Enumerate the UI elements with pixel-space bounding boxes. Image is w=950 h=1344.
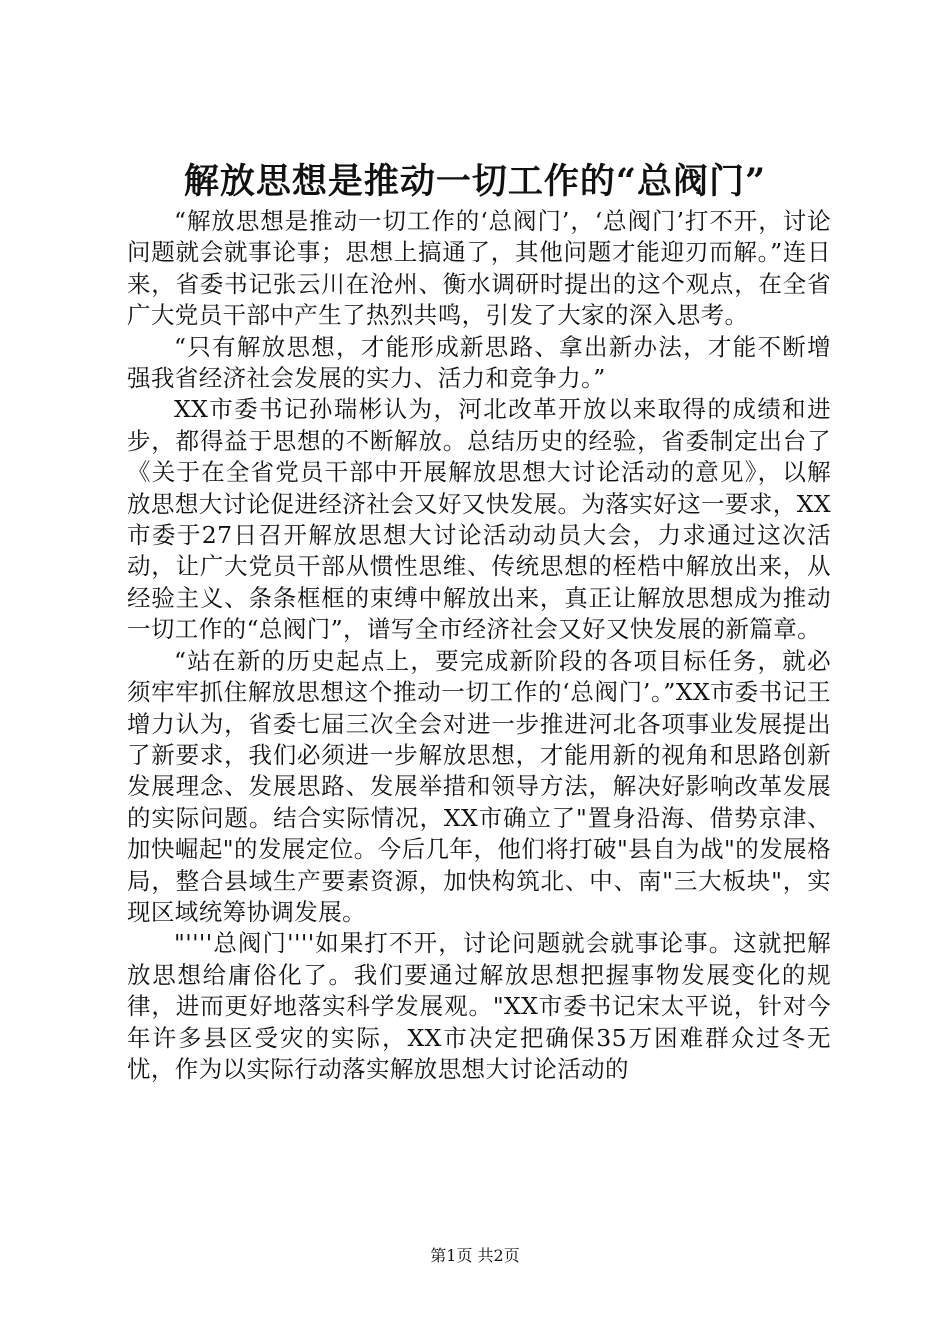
paragraph-1: “解放思想是推动一切工作的‘总阀门’，‘总阀门’打不开，讨论问题就会就事论事；思想上搞通了，其他问题才能迎刃而解。”连日来，省委书记张云川在沧州、衡水调研时提出的这个观点，在全省广大党员干部中产生了热烈共鸣，引发了大家的深入思考。 [127, 207, 831, 330]
paragraph-4: “站在新的历史起点上，要完成新阶段的各项目标任务，就必须牢牢抓住解放思想这个推动一切工作的‘总阀门’。”XX市委书记王增力认为，省委七届三次全会对进一步推进河北各项事业发展提出了新要求，我们必须进一步解放思想，才能用新的视角和思路创新发展理念、发展思路、发展举措和领导方法，解决好影响改革发展的实际问题。结合实际情况，XX市确立了"置身沿海、借势京津、加快崛起"的发展定位。今后几年，他们将打破"县自为战"的发展格局，整合县域生产要素资源，加快构筑北、中、南"三大板块"，实现区域统筹协调发展。 [127, 646, 831, 926]
paragraph-3: XX市委书记孙瑞彬认为，河北改革开放以来取得的成绩和进步，都得益于思想的不断解放。总结历史的经验，省委制定出台了《关于在全省党员干部中开展解放思想大讨论活动的意见》，以解放思想大讨论促进经济社会又好又快发展。为落实好这一要求，XX市委于27日召开解放思想大讨论活动动员大会，力求通过这次活动，让广大党员干部从惯性思维、传统思想的桎梏中解放出来，从经验主义、条条框框的束缚中解放出来，真正让解放思想成为推动一切工作的“总阀门”，谱写全市经济社会又好又快发展的新篇章。 [127, 395, 831, 644]
document-title: 解放思想是推动一切工作的“总阀门” [183, 161, 767, 202]
paragraph-5: "''''总阀门''''如果打不开，讨论问题就会就事论事。这就把解放思想给庸俗化了。我们要通过解放思想把握事物发展变化的规律，进而更好地落实科学发展观。"XX市委书记宋太平说，针对今年许多县区受灾的实际，XX市决定把确保35万困难群众过冬无忧，作为以实际行动落实解放思想大讨论活动的 [127, 929, 831, 1083]
page-number-footer: 第1页 共2页 [430, 1246, 520, 1265]
document-body [127, 206, 831, 1085]
paragraph-2: “只有解放思想，才能形成新思路、拿出新办法，才能不断增强我省经济社会发展的实力、活力和竞争力。” [127, 332, 831, 393]
